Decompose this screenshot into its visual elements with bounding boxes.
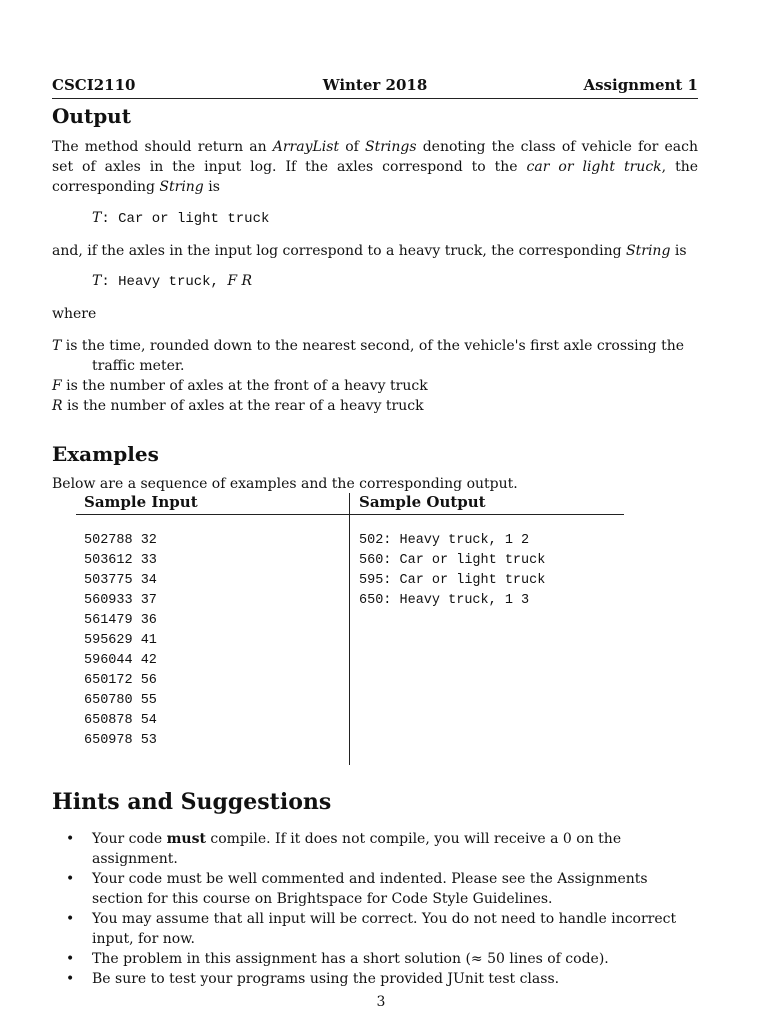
examples-table bbox=[76, 493, 624, 765]
sample-output-header: Sample Output bbox=[359, 493, 486, 511]
hints-heading: Hints and Suggestions bbox=[52, 789, 332, 815]
output-line: 560: Car or light truck bbox=[359, 553, 546, 568]
sample-output-list bbox=[359, 531, 545, 611]
table-header-row bbox=[76, 493, 624, 515]
examples-heading: Examples bbox=[52, 442, 159, 466]
hint-item: • Your code must compile. If it does not compile, you will receive a 0 on the assignment. bbox=[66, 831, 622, 867]
hint-item: • You may assume that all input will be correct. You do not need to handle incorrect input, for now. bbox=[66, 911, 677, 947]
input-line: 650172 56 bbox=[84, 673, 157, 688]
heavy-truck-paragraph: and, if the axles in the input log correspond to a heavy truck, the corresponding String is bbox=[52, 243, 687, 259]
output-line: 502: Heavy truck, 1 2 bbox=[359, 533, 530, 548]
hint-item: • Be sure to test your programs using the provided JUnit test class. bbox=[66, 971, 560, 987]
hint-item: • The problem in this assignment has a short solution (≈ 50 lines of code). bbox=[66, 951, 609, 967]
input-line: 595629 41 bbox=[84, 633, 157, 648]
running-header bbox=[52, 76, 698, 99]
car-output-format: T: Car or light truck bbox=[92, 210, 270, 227]
hint-item: • Your code must be well commented and indented. Please see the Assignments section for this course on Brightspace for Code Style Guidelines. bbox=[66, 871, 648, 907]
where-label: where bbox=[52, 306, 97, 322]
sample-input-header: Sample Input bbox=[84, 493, 198, 511]
assignment-label: Assignment 1 bbox=[583, 76, 698, 94]
variable-definitions bbox=[52, 336, 698, 416]
input-line: 650878 54 bbox=[84, 713, 157, 728]
input-line: 503775 34 bbox=[84, 573, 157, 588]
heavy-truck-output-format: T: Heavy truck, F R bbox=[92, 273, 253, 290]
course-code: CSCI2110 bbox=[52, 76, 136, 94]
input-line: 650780 55 bbox=[84, 693, 157, 708]
hints-list bbox=[62, 829, 698, 989]
sample-input-list bbox=[84, 531, 157, 751]
definition-r: R is the number of axles at the rear of a heavy truck bbox=[52, 398, 424, 414]
page-number: 3 bbox=[376, 994, 386, 1010]
column-divider bbox=[349, 493, 350, 765]
output-heading: Output bbox=[52, 104, 131, 128]
output-paragraph: The method should return an ArrayList of Strings denoting the class of vehicle for each set of axles in the input log. If the axles correspond to the car or light truck, the corresponding String is bbox=[52, 139, 698, 195]
input-line: 561479 36 bbox=[84, 613, 157, 628]
input-line: 503612 33 bbox=[84, 553, 157, 568]
term: Winter 2018 bbox=[322, 76, 428, 94]
input-line: 596044 42 bbox=[84, 653, 157, 668]
output-line: 650: Heavy truck, 1 3 bbox=[359, 593, 530, 608]
definition-t: T is the time, rounded down to the nearest second, of the vehicle's first axle crossing the bbox=[52, 338, 685, 354]
examples-intro: Below are a sequence of examples and the corresponding output. bbox=[52, 476, 518, 492]
input-line: 650978 53 bbox=[84, 733, 157, 748]
output-line: 595: Car or light truck bbox=[359, 573, 546, 588]
input-line: 502788 32 bbox=[84, 533, 157, 548]
definition-t-continued: traffic meter. bbox=[92, 358, 185, 374]
input-line: 560933 37 bbox=[84, 593, 157, 608]
definition-f: F is the number of axles at the front of a heavy truck bbox=[52, 378, 428, 394]
